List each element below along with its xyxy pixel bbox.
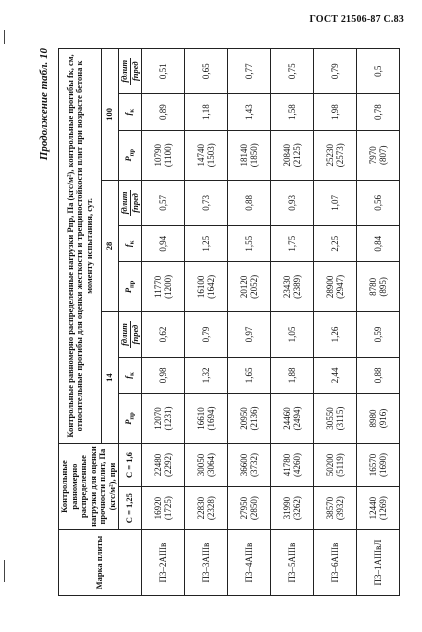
cell-text: (1269): [378, 496, 389, 521]
cell-text: пр: [128, 148, 136, 157]
table-row: [314, 49, 357, 596]
cell-d14-p: [142, 394, 185, 444]
cell-text: 8980: [368, 409, 379, 428]
cell-text: 20950: [239, 407, 250, 430]
cell-text: [123, 372, 136, 379]
cell-c16: [185, 443, 228, 486]
cell-c125: [228, 487, 271, 530]
cell-d14-f: [314, 357, 357, 393]
cell-text: (1694): [206, 406, 217, 431]
cell-text: [120, 58, 140, 85]
cell-d100-ratio: [271, 49, 314, 94]
subheader-ratio-100: [119, 49, 142, 94]
cell-d14-f: [185, 357, 228, 393]
scan-mark-bottom: [4, 560, 5, 582]
cell-c16: [357, 443, 400, 486]
cell-text: (916): [378, 408, 389, 429]
cell-d100-f: [271, 94, 314, 130]
cell-d14-ratio: [271, 312, 314, 357]
row-mark: [142, 530, 185, 596]
cell-text: (2389): [292, 274, 303, 299]
c16-header: C = 1,6: [119, 443, 142, 486]
cell-text: 16100: [196, 275, 207, 299]
cell-d100-p: [314, 130, 357, 180]
stiffness-header: Контрольные равномерно распределенные нагрузки Pпр, Па (кгс/м²), контрольные прогибы fк, см, относительные прогибы для оценки жесткости и трещиностойкости плит при возрасте бетона к моменту испытания, сут.: [59, 49, 102, 444]
cell-text: П3–3АIIIв: [201, 542, 212, 583]
cell-text: 25230: [325, 144, 336, 167]
cell-text: 30050: [196, 453, 207, 477]
cell-text: 22830: [196, 496, 207, 520]
cell-text: P: [123, 156, 134, 162]
cell-d28-p: [228, 262, 271, 312]
cell-text: 20120: [239, 275, 250, 299]
cell-text: f: [123, 244, 134, 248]
cell-d14-p: [314, 394, 357, 444]
cell-d28-f: [142, 226, 185, 262]
cell-d100-ratio: [185, 49, 228, 94]
cell-text: P: [123, 287, 134, 294]
cell-text: 0,93: [287, 195, 298, 211]
cell-text: f: [123, 375, 134, 379]
cell-text: 1,07: [330, 195, 341, 211]
cell-d100-f: [142, 94, 185, 130]
cell-d14-p: [228, 394, 271, 444]
cell-d14-ratio: [357, 312, 400, 357]
cell-text: [120, 190, 140, 217]
cell-text: (3262): [292, 496, 303, 521]
cell-d28-f: [228, 226, 271, 262]
cell-text: 1,32: [201, 367, 212, 384]
cell-text: [123, 108, 136, 116]
day-header-28: 28: [102, 180, 119, 312]
cell-text: 1,26: [330, 326, 341, 343]
cell-text: (1200): [163, 274, 174, 299]
cell-d28-p: [357, 262, 400, 312]
subheader-f-14: [119, 357, 142, 393]
cell-text: пр: [128, 412, 136, 420]
day-header-100: 100: [102, 49, 119, 181]
cell-text: 1,58: [287, 104, 298, 121]
col-mark-header: Марка плиты: [59, 530, 142, 596]
cell-text: 0,79: [330, 63, 341, 80]
cell-text: fпред: [129, 193, 140, 213]
cell-d100-p: [185, 130, 228, 180]
cell-text: 1,43: [244, 104, 255, 121]
day-header-14: 14: [102, 312, 119, 444]
cell-text: 16920: [153, 496, 164, 520]
cell-text: 1,65: [244, 367, 255, 384]
cell-text: 22480: [153, 453, 164, 477]
cell-text: П3–1АIIIвЛ: [373, 539, 384, 586]
cell-text: (2328): [206, 496, 217, 521]
cell-text: (1642): [206, 274, 217, 299]
cell-d14-p: [271, 394, 314, 444]
cell-text: 0,51: [158, 63, 169, 80]
load-table: [58, 48, 400, 596]
cell-c16: [228, 443, 271, 486]
cell-d100-ratio: [357, 49, 400, 94]
cell-text: (3115): [335, 406, 346, 431]
cell-d14-p: [185, 394, 228, 444]
cell-text: 1,88: [287, 367, 298, 384]
cell-d28-f: [314, 226, 357, 262]
cell-d28-ratio: [185, 180, 228, 225]
table-row: [271, 49, 314, 596]
cell-text: (1503): [206, 143, 217, 168]
cell-c125: [142, 487, 185, 530]
cell-text: 1,18: [201, 104, 212, 121]
cell-text: [123, 240, 136, 248]
cell-text: (3064): [206, 453, 217, 478]
page-header: ГОСТ 21506-87 С.83: [309, 14, 404, 25]
cell-text: 2,44: [330, 367, 341, 384]
cell-d28-ratio: [357, 180, 400, 225]
cell-text: 1,98: [330, 104, 341, 121]
row-mark: [271, 530, 314, 596]
cell-text: 23430: [282, 275, 293, 299]
cell-d28-f: [357, 226, 400, 262]
cell-text: (895): [378, 277, 389, 297]
cell-text: 41780: [282, 453, 293, 477]
cell-text: (2494): [292, 406, 303, 431]
cell-text: 0,98: [158, 367, 169, 384]
cell-text: 7970: [368, 146, 379, 165]
cell-text: [123, 412, 136, 425]
subheader-p-14: [119, 394, 142, 444]
cell-text: (2125): [292, 143, 303, 168]
cell-text: 0,79: [201, 326, 212, 343]
cell-d100-ratio: [142, 49, 185, 94]
cell-d100-f: [185, 94, 228, 130]
row-mark: [185, 530, 228, 596]
table-row: [142, 49, 185, 596]
cell-d28-p: [314, 262, 357, 312]
cell-d28-p: [271, 262, 314, 312]
cell-text: (1850): [249, 143, 260, 168]
cell-text: 2,25: [330, 235, 341, 252]
cell-text: 36600: [239, 453, 250, 477]
cell-c125: [357, 487, 400, 530]
table-row: [357, 49, 400, 596]
table-row: [185, 49, 228, 596]
cell-d100-ratio: [228, 49, 271, 94]
cell-text: (2052): [249, 274, 260, 299]
cell-d14-f: [228, 357, 271, 393]
cell-text: (2850): [249, 496, 260, 521]
cell-text: 8780: [368, 277, 379, 296]
cell-d100-ratio: [314, 49, 357, 94]
cell-text: fдлит: [119, 323, 130, 346]
cell-text: (1725): [163, 496, 174, 521]
cell-text: 0,59: [373, 326, 384, 343]
cell-d100-p: [271, 130, 314, 180]
cell-text: [123, 148, 136, 162]
cell-text: 1,75: [287, 235, 298, 252]
cell-text: [123, 280, 136, 294]
cell-c125: [314, 487, 357, 530]
cell-d14-ratio: [185, 312, 228, 357]
cell-d14-ratio: [142, 312, 185, 357]
cell-text: 12070: [153, 407, 164, 430]
continuation-label: Продолжение табл. 10: [38, 48, 50, 161]
cell-d28-p: [142, 262, 185, 312]
row-mark: [228, 530, 271, 596]
subheader-f-28: [119, 226, 142, 262]
control-loads-header: Контрольные равномерно распределенные нагрузки для оценки прочности плит, Па (кгс/м²), при: [59, 443, 119, 529]
cell-text: P: [123, 419, 134, 425]
cell-text: 0,56: [373, 195, 384, 211]
cell-text: [120, 321, 140, 348]
cell-text: 0,65: [201, 63, 212, 80]
cell-text: П3–6АIIIв: [330, 542, 341, 583]
cell-text: 28900: [325, 275, 336, 299]
subheader-p-100: [119, 130, 142, 180]
cell-d100-f: [357, 94, 400, 130]
cell-text: 12440: [368, 496, 379, 520]
cell-text: (1690): [378, 453, 389, 478]
cell-c16: [271, 443, 314, 486]
cell-text: 0,73: [201, 195, 212, 211]
cell-c125: [185, 487, 228, 530]
cell-text: к: [128, 372, 136, 376]
cell-text: 0,78: [373, 104, 384, 121]
row-mark: [314, 530, 357, 596]
subheader-p-28: [119, 262, 142, 312]
cell-text: 24460: [282, 407, 293, 430]
cell-text: 0,77: [244, 63, 255, 80]
cell-text: (1100): [163, 143, 174, 168]
cell-text: 1,55: [244, 235, 255, 252]
cell-text: П3–4АIIIв: [244, 542, 255, 583]
cell-text: fпред: [129, 61, 140, 82]
scan-mark-top: [4, 30, 5, 44]
cell-text: (1231): [163, 406, 174, 431]
cell-d14-p: [357, 394, 400, 444]
cell-text: 38570: [325, 496, 336, 520]
cell-text: 50200: [325, 453, 336, 477]
cell-text: 0,97: [244, 326, 255, 343]
cell-d100-p: [228, 130, 271, 180]
cell-d28-ratio: [314, 180, 357, 225]
cell-d100-f: [228, 94, 271, 130]
cell-text: (2947): [335, 274, 346, 299]
row-mark: [357, 530, 400, 596]
cell-text: 16570: [368, 453, 379, 477]
cell-text: П3–2АIIIв: [158, 542, 169, 583]
cell-d28-ratio: [271, 180, 314, 225]
rotated-table-page: [30, 40, 402, 600]
table-row: [228, 49, 271, 596]
cell-text: 1,25: [201, 235, 212, 252]
cell-text: 11770: [153, 275, 164, 298]
cell-text: 0,62: [158, 326, 169, 343]
cell-text: к: [128, 240, 136, 245]
cell-text: 0,88: [373, 367, 384, 384]
cell-d14-f: [357, 357, 400, 393]
subheader-f-100: [119, 94, 142, 130]
cell-text: 14740: [196, 144, 207, 167]
cell-text: П3–5АIIIв: [287, 542, 298, 583]
cell-text: (2136): [249, 406, 260, 431]
cell-text: 0,94: [158, 235, 169, 252]
cell-text: 1,05: [287, 326, 298, 343]
cell-text: пр: [128, 280, 136, 288]
cell-text: fпред: [129, 324, 140, 345]
cell-text: 10790: [153, 144, 164, 167]
cell-d14-f: [271, 357, 314, 393]
cell-d28-ratio: [228, 180, 271, 225]
cell-text: f: [123, 112, 134, 116]
cell-d100-p: [357, 130, 400, 180]
c125-header: C = 1,25: [119, 487, 142, 530]
cell-c16: [314, 443, 357, 486]
cell-text: 20840: [282, 144, 293, 167]
cell-text: 0,57: [158, 195, 169, 211]
cell-text: 0,5: [373, 65, 384, 77]
cell-text: fдлит: [119, 191, 130, 215]
cell-text: (2292): [163, 453, 174, 478]
cell-text: (5119): [335, 453, 346, 477]
subheader-ratio-14: [119, 312, 142, 357]
cell-text: 0,88: [244, 195, 255, 211]
cell-text: (2573): [335, 143, 346, 168]
cell-text: 31990: [282, 496, 293, 520]
cell-text: (4260): [292, 453, 303, 478]
cell-c125: [271, 487, 314, 530]
subheader-ratio-28: [119, 180, 142, 225]
cell-text: (807): [378, 145, 389, 166]
cell-text: 30550: [325, 407, 336, 430]
cell-text: 27950: [239, 496, 250, 520]
cell-d14-ratio: [314, 312, 357, 357]
cell-d14-ratio: [228, 312, 271, 357]
cell-text: 0,84: [373, 235, 384, 252]
cell-d100-p: [142, 130, 185, 180]
cell-text: к: [128, 108, 136, 113]
cell-text: fдлит: [119, 59, 130, 83]
cell-text: 18140: [239, 144, 250, 167]
cell-d28-p: [185, 262, 228, 312]
cell-d14-f: [142, 357, 185, 393]
cell-text: (3732): [249, 453, 260, 478]
cell-text: (3932): [335, 496, 346, 521]
cell-text: 16610: [196, 407, 207, 430]
cell-d28-ratio: [142, 180, 185, 225]
cell-c16: [142, 443, 185, 486]
cell-d28-f: [185, 226, 228, 262]
cell-d100-f: [314, 94, 357, 130]
cell-d28-f: [271, 226, 314, 262]
cell-text: 0,75: [287, 63, 298, 80]
cell-text: 0,89: [158, 104, 169, 121]
